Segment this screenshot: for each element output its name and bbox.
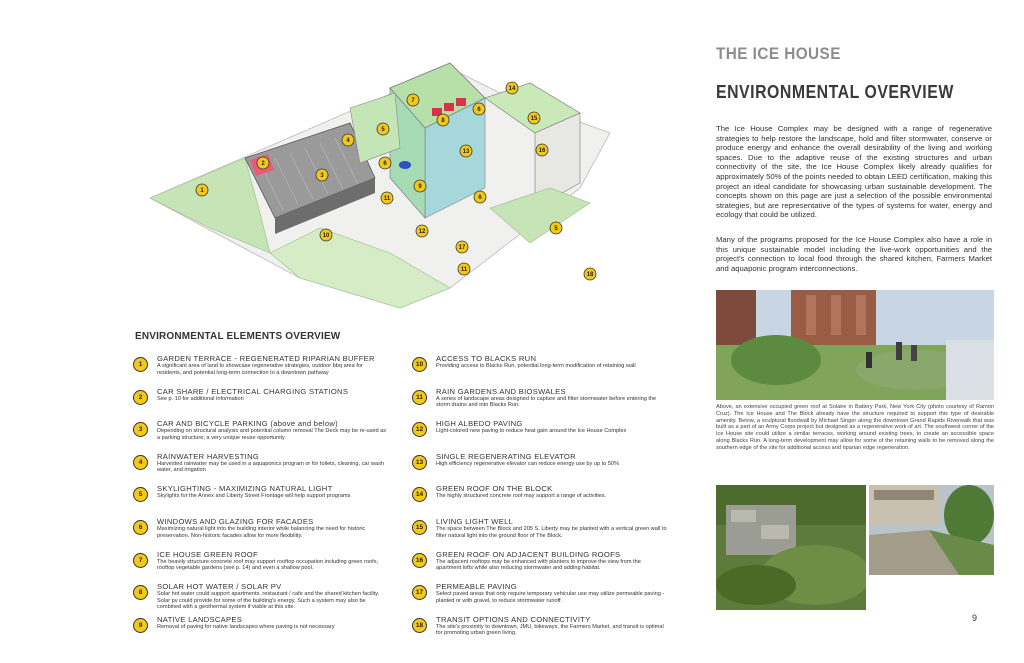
element-item bbox=[133, 419, 388, 447]
element-title: RAIN GARDENS AND BIOSWALES bbox=[436, 386, 566, 396]
number-badge: 17 bbox=[412, 585, 427, 600]
diagram-marker-label: 3 bbox=[320, 173, 324, 180]
element-description: Removal of paving for native landscapes where paving is not necessary bbox=[157, 623, 335, 630]
number-badge: 3 bbox=[133, 422, 148, 437]
element-description: A series of landscape areas designed to capture and filter stormwater before entering the storm drains and into Blacks Run. bbox=[436, 395, 657, 409]
page-number: 9 bbox=[972, 613, 978, 623]
element-description: The adjacent rooftops may be enhanced with planters to improve the view from the apartment lofts while also reducing stormwater and adding habitat. bbox=[436, 558, 641, 572]
element-description: See p. 10 for additional information bbox=[157, 395, 244, 402]
element-title: ACCESS TO BLACKS RUN bbox=[436, 354, 537, 363]
element-description: Select paved areas that only require temporary vehicular use may utilize permeable paving - planted or with gravel, to reduce stormwater runoff. bbox=[436, 591, 665, 604]
element-item bbox=[133, 354, 388, 382]
diagram-marker bbox=[407, 94, 419, 106]
diagram-marker-label: 11 bbox=[460, 267, 468, 274]
element-description: The heavily structure concrete roof may support rooftop occupation including green roofs, rooftop vegetable gardens (see p. 14) and even a shallow pool. bbox=[157, 558, 379, 572]
element-item bbox=[133, 550, 388, 578]
diagram-marker bbox=[416, 225, 428, 237]
diagram-marker-label: 5 bbox=[554, 226, 558, 233]
number-badge: 12 bbox=[412, 422, 427, 437]
diagram-marker-label: 7 bbox=[411, 98, 415, 105]
element-title: WINDOWS AND GLAZING FOR FACADES bbox=[157, 516, 314, 526]
diagram-marker-label: 12 bbox=[418, 229, 426, 236]
page-kicker: THE ICE HOUSE bbox=[716, 44, 841, 63]
diagram-marker-label: 15 bbox=[530, 116, 538, 123]
site-axonometric-diagram bbox=[150, 38, 620, 328]
element-title: PERMEABLE PAVING bbox=[436, 582, 517, 592]
element-item bbox=[412, 484, 667, 512]
element-title: RAINWATER HARVESTING bbox=[157, 451, 260, 461]
diagram-marker bbox=[437, 114, 449, 126]
element-description: A significant area of land to showcase regenerative strategies, outdoor bbq area for residents, and potential long-term connection to a downtown pathway bbox=[157, 363, 363, 376]
diagram-marker bbox=[458, 263, 470, 275]
element-description: The space between The Block and 205 S. Liberty may be planted with a vertical green wall to filter natural light into the ground floor of The Block. bbox=[436, 525, 667, 539]
elements-list-left bbox=[133, 354, 388, 647]
element-item bbox=[133, 517, 388, 545]
element-description: Skylights for the Annex and Liberty Street Frontage will help support programs bbox=[157, 493, 351, 500]
element-description: Solar hot water could support apartments, restaurant / cafe and the shared kitchen facility. Solar pv could provide for some of the building's energy. Such a system may also be combined with a geothermal system if viable at this site. bbox=[157, 591, 380, 611]
number-badge: 7 bbox=[133, 553, 148, 568]
diagram-marker-label: 5 bbox=[381, 127, 385, 134]
element-title: CAR AND BICYCLE PARKING (above and below) bbox=[157, 419, 338, 429]
diagram-marker bbox=[528, 112, 540, 124]
photo-green-roof-solaire bbox=[716, 290, 994, 400]
number-badge: 16 bbox=[412, 553, 427, 568]
number-badge: 11 bbox=[412, 390, 427, 405]
element-item bbox=[412, 615, 667, 643]
element-title: SOLAR HOT WATER / SOLAR PV bbox=[157, 582, 282, 592]
diagram-marker bbox=[584, 268, 596, 280]
diagram-marker-label: 6 bbox=[478, 195, 482, 202]
diagram-marker bbox=[536, 144, 548, 156]
number-badge: 6 bbox=[133, 520, 148, 535]
diagram-marker bbox=[342, 134, 354, 146]
diagram-marker bbox=[320, 229, 332, 241]
element-description: The site's proximity to downtown, JMU, bikeways, the Farmers Market, and transit is optimal for promoting urban green living. bbox=[436, 623, 664, 637]
diagram-marker bbox=[506, 82, 518, 94]
diagram-marker-label: 6 bbox=[477, 107, 481, 114]
elements-list-right bbox=[412, 354, 667, 647]
element-item bbox=[412, 419, 667, 447]
diagram-marker bbox=[414, 180, 426, 192]
element-title: CAR SHARE / ELECTRICAL CHARGING STATIONS bbox=[157, 386, 349, 396]
element-item bbox=[133, 387, 388, 415]
diagram-marker bbox=[257, 157, 269, 169]
number-badge: 10 bbox=[412, 357, 427, 372]
photo-floodwall-left bbox=[716, 485, 866, 610]
diagram-marker bbox=[379, 157, 391, 169]
number-badge: 4 bbox=[133, 455, 148, 470]
diagram-marker-label: 13 bbox=[462, 149, 470, 156]
diagram-marker bbox=[474, 191, 486, 203]
diagram-marker-label: 11 bbox=[383, 196, 391, 203]
diagram-marker-label: 6 bbox=[383, 161, 387, 168]
element-title: HIGH ALBEDO PAVING bbox=[436, 419, 523, 429]
element-description: Depending on structural analysis and potential column removal The Deck may be re-used as a parking structure; a very unique reuse opportunity bbox=[157, 428, 387, 441]
number-badge: 1 bbox=[133, 357, 148, 372]
number-badge: 15 bbox=[412, 520, 427, 535]
element-description: The highly structured concrete roof may support a range of activities. bbox=[436, 493, 607, 500]
number-badge: 2 bbox=[133, 390, 148, 405]
photo-floodwall-right bbox=[869, 485, 994, 575]
number-badge: 13 bbox=[412, 455, 427, 470]
element-description: Harvested rainwater may be used in a aquaponics program or for toilets, cleaning, car wash water, and irrigation bbox=[157, 460, 384, 474]
diagram-marker bbox=[381, 192, 393, 204]
element-title: GARDEN TERRACE - REGENERATED RIPARIAN BUFFER bbox=[157, 354, 375, 363]
elements-overview-title: ENVIRONMENTAL ELEMENTS OVERVIEW bbox=[135, 330, 341, 342]
element-description: Maximizing natural light into the building interior while balancing the need for historic preservation. Non-historic facades allow for more flexibility. bbox=[157, 525, 366, 539]
number-badge: 9 bbox=[133, 618, 148, 633]
element-item bbox=[412, 354, 667, 382]
element-item bbox=[412, 582, 667, 610]
diagram-marker bbox=[196, 184, 208, 196]
diagram-marker-label: 14 bbox=[508, 86, 516, 93]
number-badge: 8 bbox=[133, 585, 148, 600]
element-description: Providing access to Blacks Run, potential long-term modification of retaining wall bbox=[436, 363, 636, 369]
diagram-marker-label: 9 bbox=[418, 184, 422, 191]
diagram-marker bbox=[473, 103, 485, 115]
diagram-marker-label: 2 bbox=[261, 161, 265, 168]
number-badge: 18 bbox=[412, 618, 427, 633]
element-item bbox=[133, 484, 388, 512]
element-title: NATIVE LANDSCAPES bbox=[157, 614, 243, 624]
number-badge: 14 bbox=[412, 487, 427, 502]
element-description: High efficiency regenerative elevator can reduce energy use by up to 50% bbox=[436, 460, 620, 467]
page-title: ENVIRONMENTAL OVERVIEW bbox=[716, 82, 954, 102]
element-item bbox=[412, 550, 667, 578]
element-item bbox=[412, 517, 667, 545]
intro-paragraph-1: The Ice House Complex may be designed with a range of regenerative strategies to help restore the landscape, hold and filter stormwater, conserve or produce energy and enhance the overall desirability of the living and working spaces. Due to the adaptive reuse of the existing structures and urban connectivity of the site, the Ice House Complex likely already qualifies for approximately 50% of the points needed to obtain LEED certification, making this project an ideal candidate for showcasing urban sustainable development. The concepts shown on this page are just a selection of the possible environmental strategies, but are representative of the types of systems for water, energy and ecology that could be utilized. bbox=[716, 124, 992, 220]
element-title: SINGLE REGENERATING ELEVATOR bbox=[436, 451, 576, 461]
element-item bbox=[133, 582, 388, 610]
diagram-marker bbox=[550, 222, 562, 234]
rainwater-tank bbox=[399, 161, 411, 169]
diagram-marker bbox=[456, 241, 468, 253]
diagram-marker bbox=[316, 169, 328, 181]
element-title: TRANSIT OPTIONS AND CONNECTIVITY bbox=[436, 614, 591, 624]
diagram-marker-label: 1 bbox=[200, 188, 204, 195]
element-title: LIVING LIGHT WELL bbox=[436, 516, 514, 526]
diagram-marker-label: 10 bbox=[322, 233, 330, 240]
diagram-marker bbox=[460, 145, 472, 157]
element-item bbox=[412, 387, 667, 415]
element-title: GREEN ROOF ON ADJACENT BUILDING ROOFS bbox=[436, 549, 621, 559]
intro-paragraph-2: Many of the programs proposed for the Ice House Complex also have a role in this unique sustainable model including the live-work opportunities and the project's connection to local food through the shared kitchen, Farmers Market and aquaponic program interconnections. bbox=[716, 235, 992, 273]
element-title: SKYLIGHTING - MAXIMIZING NATURAL LIGHT bbox=[157, 484, 333, 494]
element-item bbox=[133, 615, 388, 643]
number-badge: 5 bbox=[133, 487, 148, 502]
element-item bbox=[412, 452, 667, 480]
diagram-marker-label: 8 bbox=[441, 118, 445, 125]
diagram-marker-label: 4 bbox=[346, 138, 350, 145]
element-title: GREEN ROOF ON THE BLOCK bbox=[436, 484, 553, 494]
element-title: ICE HOUSE GREEN ROOF bbox=[157, 549, 258, 559]
diagram-marker bbox=[377, 123, 389, 135]
diagram-marker-label: 18 bbox=[586, 272, 594, 279]
element-description: Light-colored new paving to reduce heat gain around the Ice House Complex bbox=[436, 428, 627, 435]
diagram-marker-label: 17 bbox=[458, 245, 466, 252]
element-item bbox=[133, 452, 388, 480]
photo-caption: Above, an extensive occupied green roof at Solaire in Battery Park, New York City (photo courtesy of Ramon Cruz). The Ice House and The Block already have the structure required to support this type of desirable amenity. Below, a sculptural floodwall by Michael Singer along the downtown Grand Rapids Riverwalk that was built as a part of an Army Corps project but designed as a regenerative work of art. The southwest corner of the Ice House site could utilize a similar terraces, working around existing trees, to create an accessible space along Blacks Run. A long-term development may allow for some of the retaining walls to be removed along the southern edge of the site for additional access and riparian edge regeneration. bbox=[716, 404, 994, 451]
diagram-marker-label: 16 bbox=[538, 148, 546, 155]
